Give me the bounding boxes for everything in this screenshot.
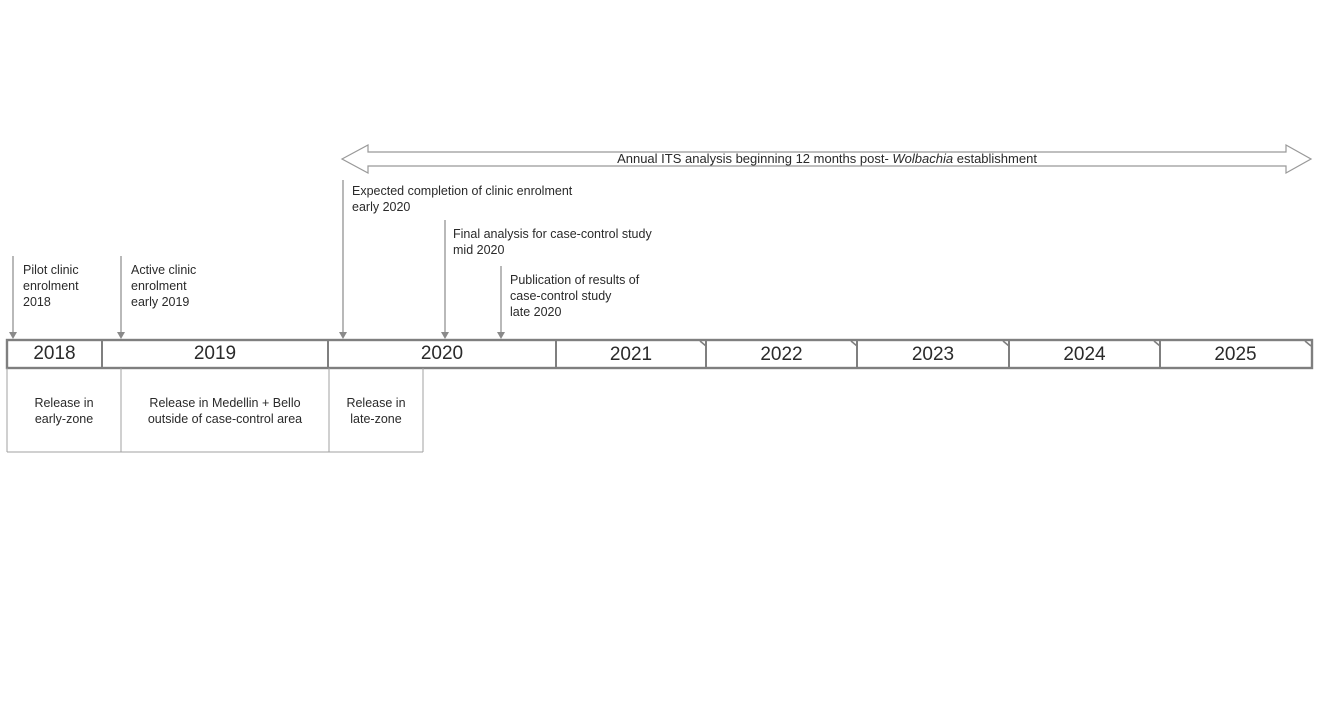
- release-medellin-bello: [121, 395, 329, 427]
- year-label-2025: 2025: [1214, 344, 1257, 365]
- milestone-line: Publication of results of: [510, 273, 640, 287]
- release-early-zone: [7, 395, 121, 427]
- milestone-active-enrolment: [131, 262, 196, 310]
- year-label-2024: 2024: [1063, 344, 1106, 365]
- year-label-2019: 2019: [193, 343, 237, 364]
- milestone-line: case-control study: [510, 289, 612, 303]
- release-line: Release in: [34, 396, 94, 410]
- milestone-pilot-enrolment: [23, 262, 79, 310]
- milestone-line: mid 2020: [453, 243, 505, 257]
- its-analysis-label: [368, 145, 1286, 173]
- milestone-enrolment-completion: [352, 183, 572, 215]
- milestone-line: enrolment: [23, 279, 79, 293]
- year-label-2020: 2020: [420, 343, 464, 364]
- milestone-line: early 2019: [131, 295, 190, 309]
- milestone-publication: [510, 272, 639, 320]
- milestone-line: Expected completion of clinic enrolment: [352, 184, 573, 198]
- milestone-final-analysis: [453, 226, 652, 258]
- release-line: late-zone: [350, 412, 402, 426]
- milestone-line: Pilot clinic: [23, 263, 79, 277]
- year-label-2018: 2018: [33, 343, 76, 364]
- its-label-prefix: Annual ITS analysis beginning 12 months post-: [617, 151, 893, 166]
- milestone-line: late 2020: [510, 305, 562, 319]
- its-label-suffix: establishment: [953, 151, 1037, 166]
- release-line: early-zone: [34, 412, 94, 426]
- year-label-2021: 2021: [609, 344, 653, 365]
- year-label-2023: 2023: [911, 344, 955, 365]
- release-line: Release in: [346, 396, 406, 410]
- milestone-line: 2018: [23, 295, 51, 309]
- release-line: outside of case-control area: [147, 412, 303, 426]
- its-label-italic: Wolbachia: [892, 151, 954, 166]
- release-line: Release in Medellin + Bello: [149, 396, 301, 410]
- milestone-line: early 2020: [352, 200, 411, 214]
- milestone-arrowheads: [9, 332, 505, 339]
- year-label-2022: 2022: [760, 344, 803, 365]
- release-late-zone: [329, 395, 423, 427]
- milestone-line: Final analysis for case-control study: [453, 227, 652, 241]
- milestone-line: Active clinic: [131, 263, 197, 277]
- milestone-line: enrolment: [131, 279, 187, 293]
